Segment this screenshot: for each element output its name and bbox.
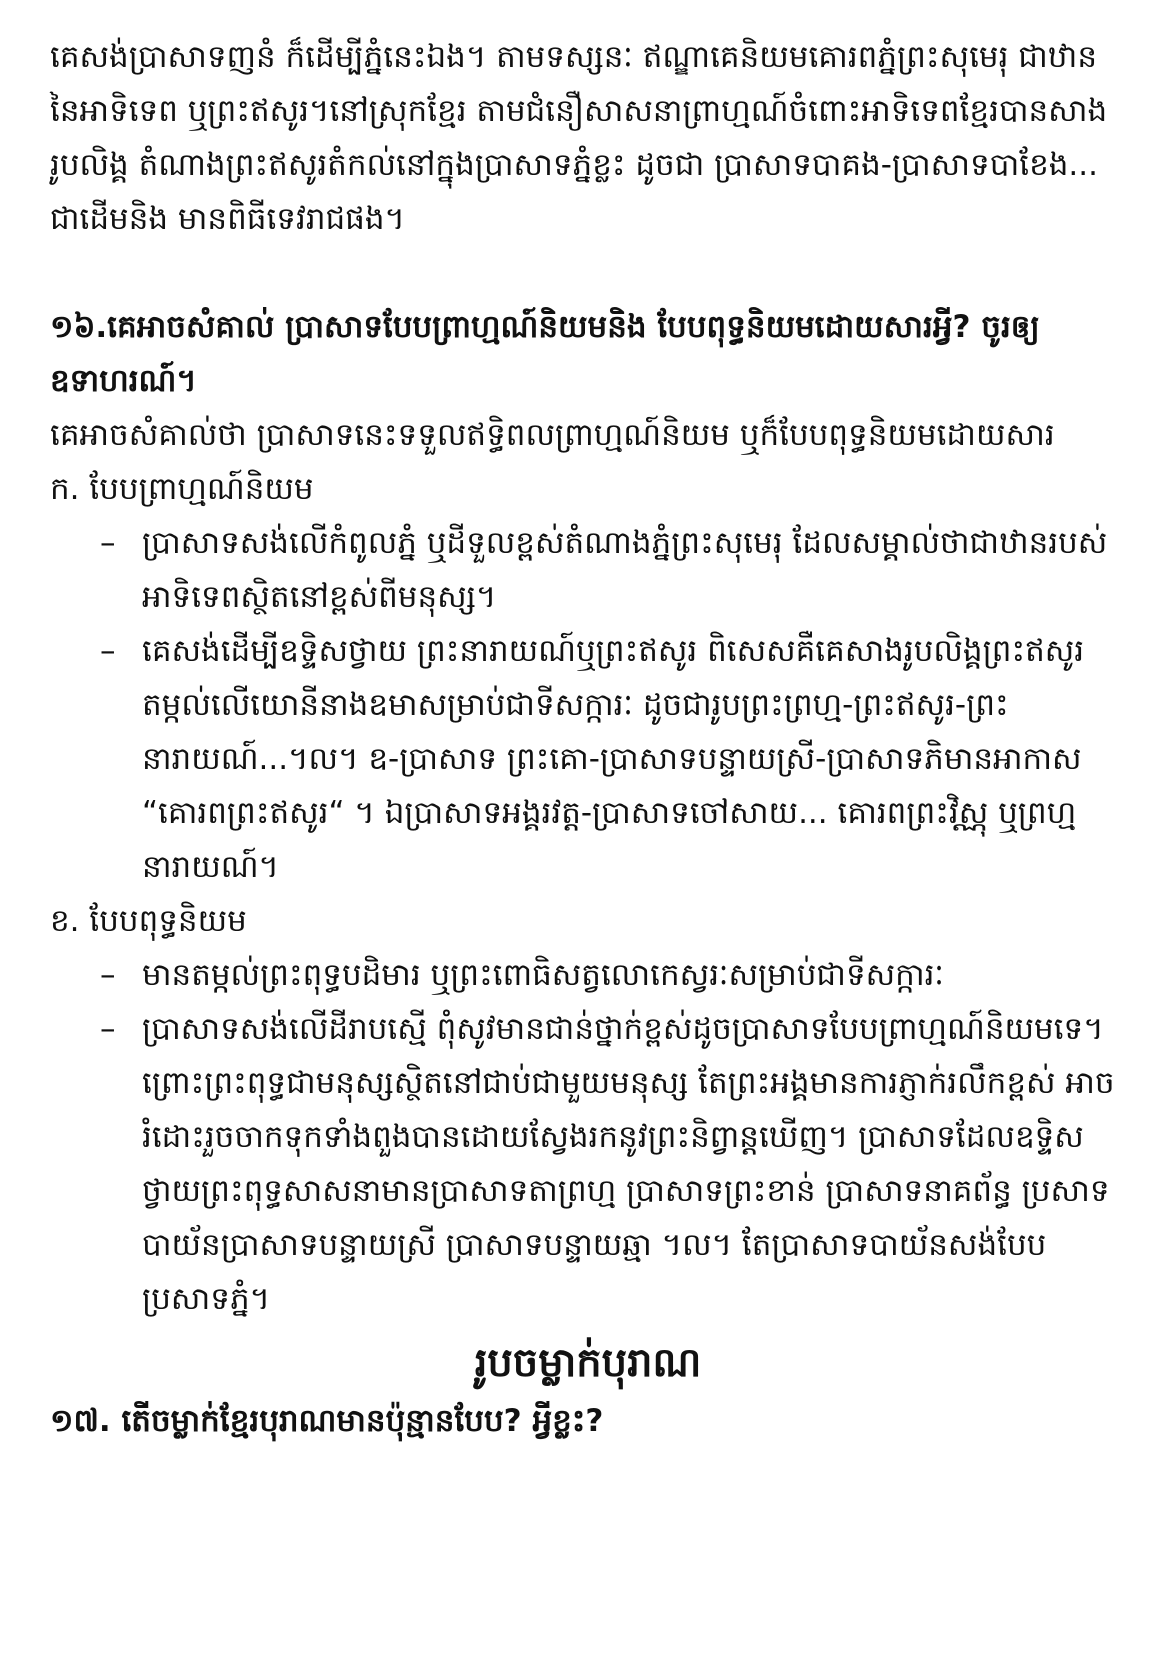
section-b-bullet: – មានតម្កល់ព្រះពុទ្ធបដិមារ ឬព្រះពោធិសត្វលោកេស្វរៈសម្រាប់ជាទីសក្ការៈ [100,948,1126,1002]
section-a-bullet: – ប្រាសាទសង់លើកំពូលភ្នំ ឬដីទួលខ្ពស់តំណាងភ្នំព្រះសុមេរុ ដែលសម្គាល់ថាជាឋានរបស់អាទិទេពស្ថិតនៅខ្ពស់ពីមនុស្ស។ [100,516,1126,624]
section-b-bullet: – ប្រាសាទសង់លើដីរាបស្មើ ពុំសូវមានជាន់ថ្នាក់ខ្ពស់ដូចប្រាសាទបែបព្រាហ្មណ៍និយមទេ។ ព្រោះព្រះពុទ្ធជាមនុស្សស្ថិតនៅជាប់ជាមួយមនុស្ស តែព្រះអង្គមានការភ្ញាក់រលឹកខ្ពស់ អាចរំដោះរួចចាកទុកទាំងពួងបានដោយស្វែងរកនូវព្រះនិព្វាន្តឃើញ។ ប្រាសាទដែលឧទ្ទិសថ្វាយព្រះពុទ្ធសាសនាមានប្រាសាទតាព្រហ្ម ប្រាសាទព្រះខាន់ ប្រាសាទនាគព័ន្ធ ប្រសាទបាយ័នប្រាសាទបន្ទាយស្រី ប្រាសាទបន្ទាយឆ្មា ។ល។ តែប្រាសាទបាយ័នសង់បែបប្រសាទភ្នំ។ [100,1002,1126,1326]
section-b-bullet-list [50,948,1126,1326]
question-17: ១៧. តើចម្លាក់ខ្មែរបុរាណមានប៉ុន្មានបែប? អ្វីខ្លះ? [50,1403,604,1439]
section-a-bullet-list [50,516,1126,894]
section-a-bullet: – គេសង់ដើម្បីឧទ្ទិសថ្វាយ ព្រះនារាយណ៍ឬព្រះឥសូរ ពិសេសគឺគេសាងរូបលិង្គព្រះឥសូរ តម្កល់លើយោនីនាងឧមាសម្រាប់ជាទីសក្ការៈ ដូចជារូបព្រះព្រហ្ម-ព្រះឥសូរ-ព្រះនារាយណ៍...។ល។ ឧ-ប្រាសាទ ព្រះគោ-ប្រាសាទបន្ទាយស្រី-ប្រាសាទភិមានអាកាស “គោរពព្រះឥសូរ“ ។ ឯប្រាសាទអង្គរវត្ត-ប្រាសាទចៅសាយ... គោរពព្រះវិស្ណុ ឬព្រហ្មនារាយណ៍។ [100,624,1126,894]
section-a-heading: ក. បែបព្រាហ្មណ៍និយម [50,471,314,507]
answer-16-intro: គេអាចសំគាល់ថា ប្រាសាទនេះទទួលឥទ្ធិពលព្រាហ្មណ៍និយម ឬក៏បែបពុទ្ធនិយមដោយសារ [50,417,1055,453]
section-title: រូបចម្លាក់បុរាណ [474,1340,702,1386]
question-16: ១៦.គេអាចសំគាល់ ប្រាសាទបែបព្រាហ្មណ៍និយមនិង បែបពុទ្ធនិយមដោយសារអ្វី? ចូរឲ្យឧទាហរណ៍។ [50,309,1040,399]
intro-paragraph: គេសង់ប្រាសាទញនំ ក៏ដើម្បីភ្នំនេះឯង។ តាមទស្សនៈ ឥណ្ឌាគេនិយមគោរពភ្នំព្រះសុមេរុ ជាឋាននៃអាទិទេព ឬព្រះឥសូរ។នៅស្រុកខ្មែរ តាមជំនឿសាសនាព្រាហ្មណ៍ចំពោះអាទិទេពខ្មែរបានសាងរូបលិង្គ តំណាងព្រះឥសូរតំកល់នៅក្នុងប្រាសាទភ្នំខ្លះ ដូចជា ប្រាសាទបាគង-ប្រាសាទបាខែង... ជាដើមនិង មានពិធីទេវរាជផង។ [50,39,1108,237]
section-b-heading: ខ. បែបពុទ្ធនិយម [50,903,247,939]
